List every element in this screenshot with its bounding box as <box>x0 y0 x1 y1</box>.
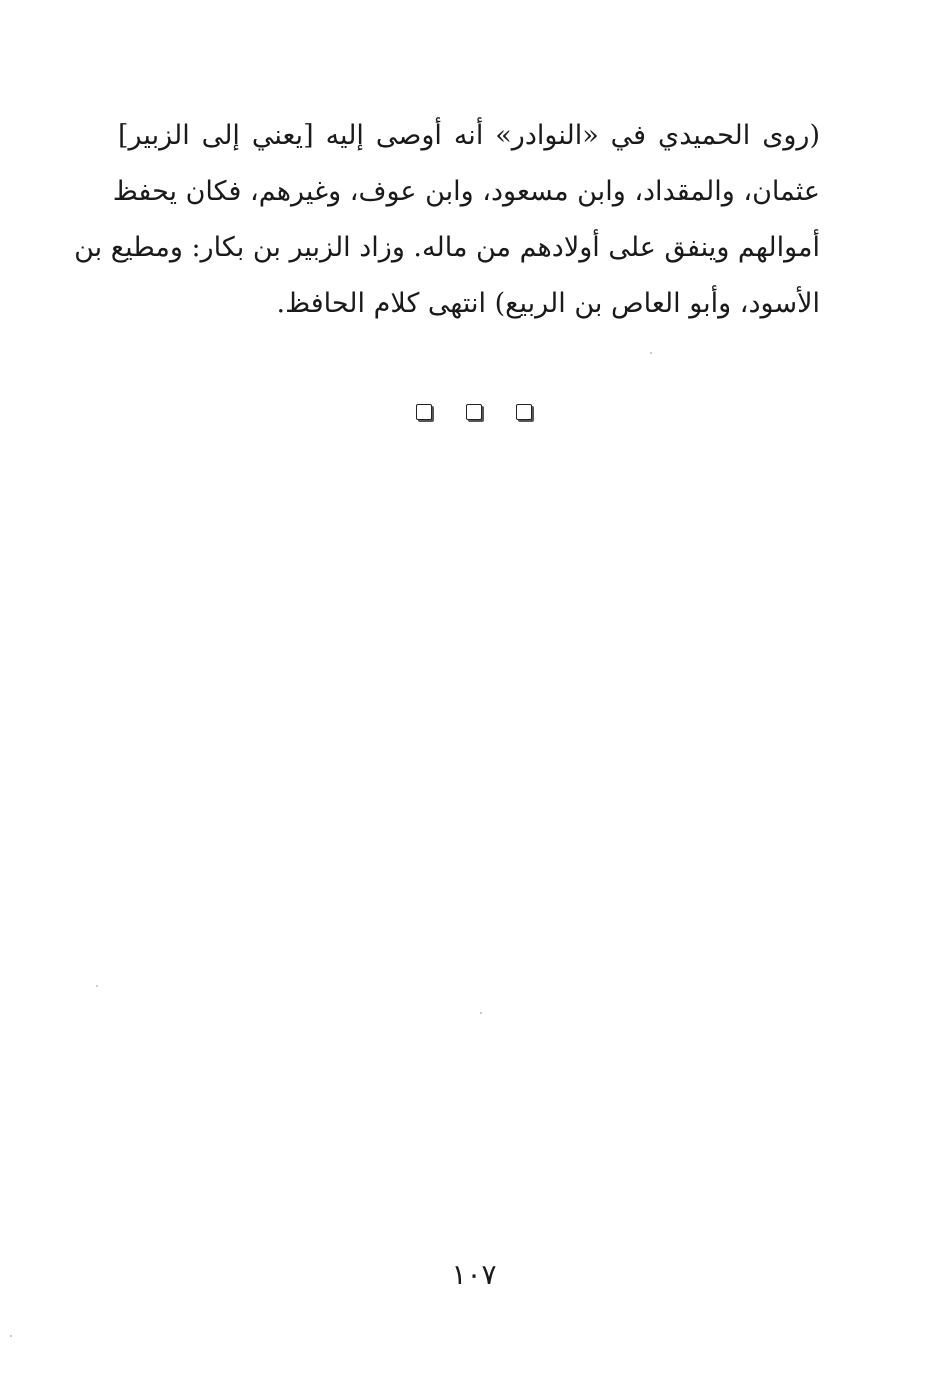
text-line-3: أموالهم وينفق على أولادهم من ماله. وزاد الزبير بن بكار: ومطيع بن <box>74 232 820 263</box>
square-ornament-icon <box>516 404 532 420</box>
text-line-1: (روى الحميدي في «النوادر» أنه أوصى إليه [يعني إلى الزبير] <box>118 120 820 151</box>
section-divider-ornament <box>0 404 948 420</box>
scan-speck <box>650 352 652 354</box>
scan-speck <box>96 985 98 987</box>
text-line-4: الأسود، وأبو العاص بن الربيع) انتهى كلام الحافظ. <box>276 288 820 319</box>
scan-speck <box>10 1335 12 1337</box>
text-line-2: عثمان، والمقداد، وابن مسعود، وابن عوف، وغيرهم، فكان يحفظ <box>112 176 820 207</box>
page-number: ١٠٧ <box>451 1258 497 1291</box>
square-ornament-icon <box>416 404 432 420</box>
scan-speck <box>480 1012 482 1014</box>
square-ornament-icon <box>466 404 482 420</box>
body-paragraph <box>74 108 820 332</box>
